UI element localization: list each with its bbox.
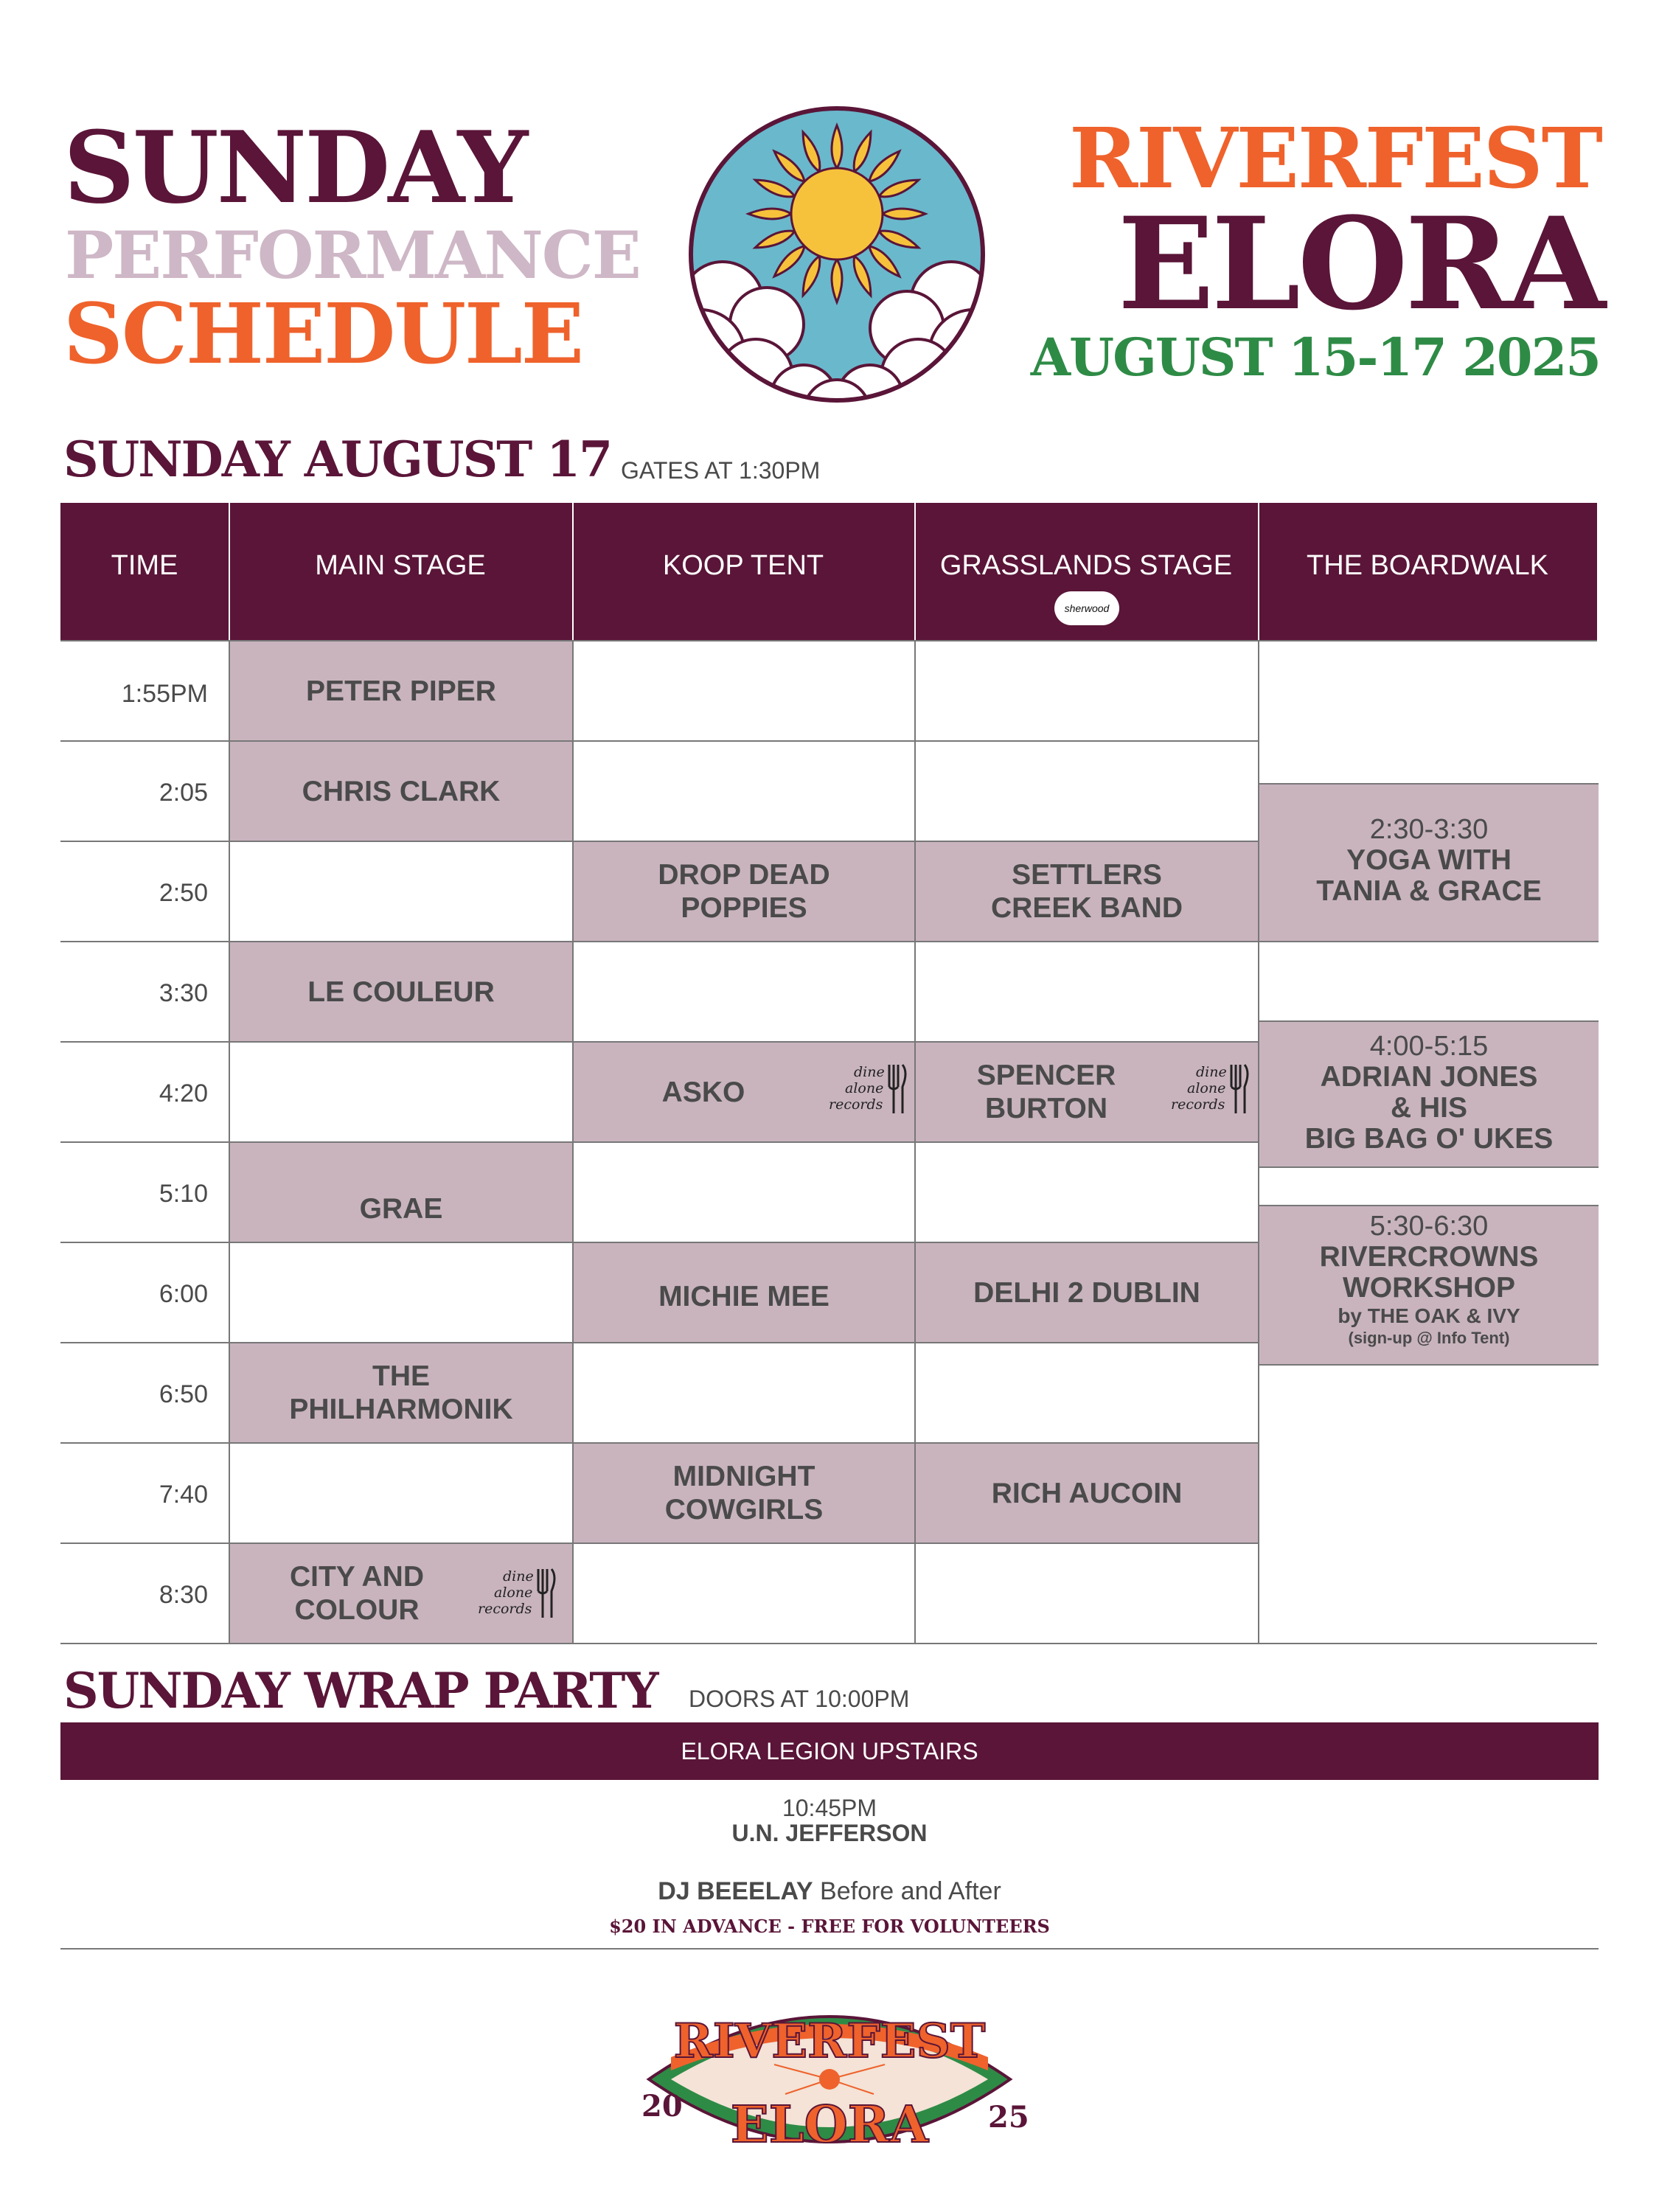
time-slot: 3:30 <box>159 979 208 1007</box>
svg-text:20: 20 <box>641 2089 683 2124</box>
time-slot: 2:05 <box>159 779 208 807</box>
title-riverfest: RIVERFEST <box>1069 111 1601 207</box>
venue-banner: ELORA LEGION UPSTAIRS <box>60 1722 1599 1780</box>
sun-and-clouds-logo <box>686 103 988 406</box>
main-stage-grae: GRAE <box>230 1143 572 1242</box>
dj-name: DJ BEEELAY <box>658 1877 813 1905</box>
koop-tent-asko: ASKO <box>574 1043 914 1141</box>
svg-text:alone: alone <box>845 1080 884 1096</box>
dine-alone-records-logo <box>826 1060 908 1116</box>
doors-time: DOORS AT 10:00PM <box>689 1686 910 1712</box>
schedule-table <box>60 503 1597 1635</box>
svg-text:ELORA: ELORA <box>730 2096 929 2154</box>
title-elora: ELORA <box>1117 189 1603 338</box>
svg-text:RIVERFEST: RIVERFEST <box>673 2014 986 2069</box>
grasslands-rich-aucoin: RICH AUCOIN <box>916 1444 1258 1543</box>
grasslands-settlers-creek-band: SETTLERS CREEK BAND <box>916 842 1258 941</box>
main-stage-chris-clark: CHRIS CLARK <box>230 742 572 841</box>
title-performance: PERFORMANCE <box>65 217 640 293</box>
time-slot: 6:00 <box>159 1280 208 1308</box>
title-sunday: SUNDAY <box>63 109 526 226</box>
column-header-main-stage: MAIN STAGE <box>229 503 572 641</box>
time-slot: 6:50 <box>159 1380 208 1408</box>
koop-tent-midnight-cowgirls: MIDNIGHT COWGIRLS <box>574 1444 914 1543</box>
koop-tent-drop-dead-poppies: DROP DEAD POPPIES <box>574 842 914 941</box>
main-stage-philharmonik: THE PHILHARMONIK <box>230 1343 572 1442</box>
time-slot: 2:50 <box>159 879 208 907</box>
main-stage-le-couleur: LE COULEUR <box>230 942 572 1041</box>
svg-text:dine: dine <box>854 1064 885 1080</box>
dine-alone-records-logo <box>475 1565 557 1621</box>
svg-text:25: 25 <box>988 2100 1029 2135</box>
boardwalk-adrian-jones: 4:00-5:15 ADRIAN JONES & HIS BIG BAG O' UKES <box>1259 1020 1599 1168</box>
grasslands-delhi-2-dublin: DELHI 2 DUBLIN <box>916 1243 1258 1342</box>
koop-tent-michie-mee: MICHIE MEE <box>574 1243 914 1342</box>
svg-text:alone: alone <box>1187 1080 1226 1096</box>
column-header-boardwalk: THE BOARDWALK <box>1258 503 1597 641</box>
wrap-act-name: U.N. JEFFERSON <box>731 1820 928 1846</box>
svg-text:alone: alone <box>494 1585 533 1601</box>
time-slot: 5:10 <box>159 1180 208 1208</box>
wrap-party-title: SUNDAY WRAP PARTY <box>63 1662 658 1719</box>
gates-time: GATES AT 1:30PM <box>621 457 821 484</box>
riverfest-elora-2025-logo <box>627 1976 1032 2168</box>
main-stage-city-and-colour: CITY AND COLOUR <box>230 1544 572 1643</box>
boardwalk-rivercrowns-workshop: 5:30-6:30 RIVERCROWNS WORKSHOP by THE OAK & IVY (sign-up @ Info Tent) <box>1259 1205 1599 1366</box>
grasslands-spencer-burton: SPENCER BURTON <box>916 1043 1258 1141</box>
dine-alone-records-logo <box>1168 1060 1251 1116</box>
main-stage-peter-piper: PETER PIPER <box>230 641 572 740</box>
column-header-koop-tent: KOOP TENT <box>572 503 914 641</box>
svg-text:dine: dine <box>1196 1064 1227 1080</box>
wrap-act-time: 10:45PM <box>782 1795 877 1821</box>
time-slot: 1:55PM <box>121 680 208 708</box>
svg-text:dine: dine <box>503 1568 534 1585</box>
sherwood-sponsor-logo: sherwood <box>1054 591 1119 625</box>
time-slot: 7:40 <box>159 1481 208 1509</box>
time-slot: 4:20 <box>159 1079 208 1107</box>
divider <box>60 1948 1599 1950</box>
time-slot: 8:30 <box>159 1581 208 1609</box>
svg-text:records: records <box>1171 1096 1225 1113</box>
boardwalk-yoga: 2:30-3:30 YOGA WITH TANIA & GRACE <box>1259 783 1599 942</box>
day-title: SUNDAY AUGUST 17 <box>63 431 612 488</box>
ticket-price: $20 IN ADVANCE - FREE FOR VOLUNTEERS <box>609 1916 1050 1937</box>
column-header-grasslands-stage: GRASSLANDS STAGE sherwood <box>914 503 1258 641</box>
title-schedule: SCHEDULE <box>63 286 583 383</box>
column-header-time: TIME <box>60 503 229 641</box>
dj-note: Before and After <box>813 1877 1001 1905</box>
dj-line <box>0 1877 1659 1906</box>
svg-text:records: records <box>478 1601 532 1617</box>
svg-text:records: records <box>829 1096 883 1113</box>
festival-dates: AUGUST 15-17 2025 <box>1030 327 1600 388</box>
